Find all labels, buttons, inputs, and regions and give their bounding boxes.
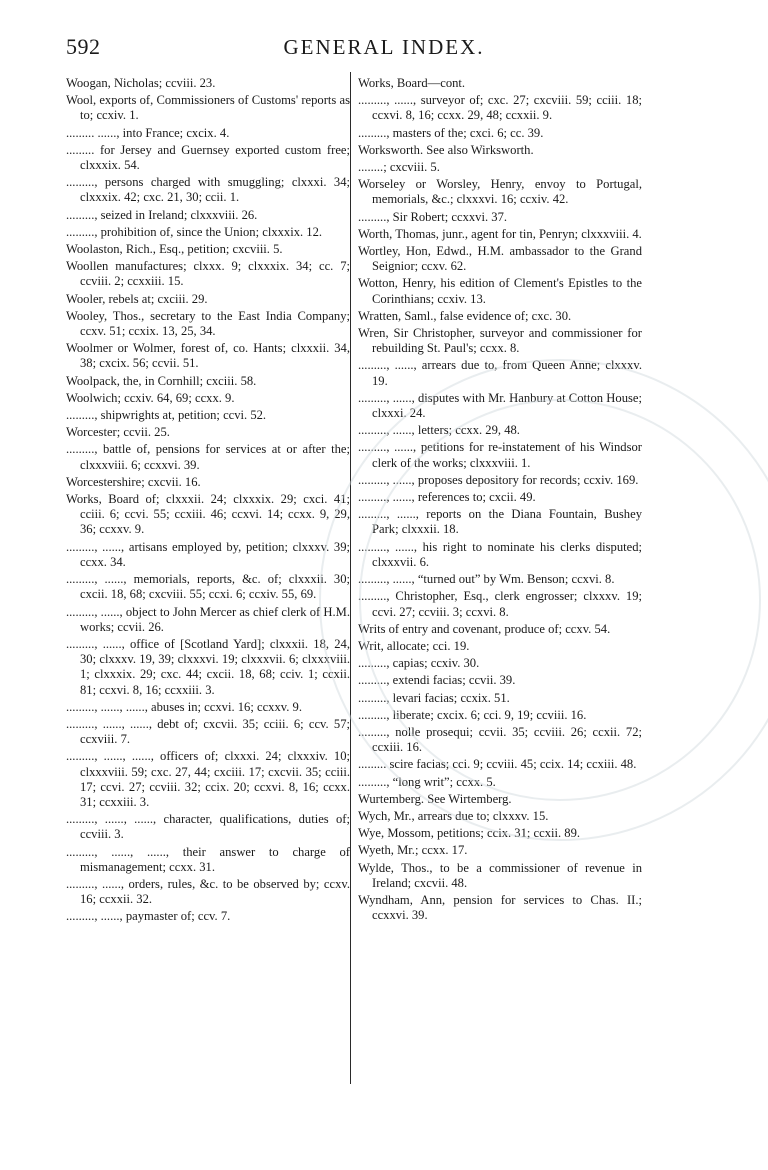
index-entry: Wren, Sir Christopher, surveyor and commissioner for rebuilding St. Paul's; ccxx. 8. xyxy=(358,326,642,356)
index-entry: Wortley, Hon, Edwd., H.M. ambassador to the Grand Seignior; ccxv. 62. xyxy=(358,244,642,274)
index-entry: ........., ......, proposes depository for records; ccxiv. 169. xyxy=(358,472,639,487)
index-entry: Wyndham, Ann, pension for services to Chas. II.; ccxxvi. 39. xyxy=(358,892,642,923)
index-entry: ........., ......, petitions for re-instatement of his Windsor clerk of the works; clxxxviii. 1. xyxy=(358,440,642,470)
index-entry: Wooler, rebels at; cxciii. 29. xyxy=(66,291,208,306)
index-entry: Worksworth. See also Wirksworth. xyxy=(358,142,534,157)
index-entry: ........., ......, reports on the Diana Fountain, Bushey Park; clxxxii. 18. xyxy=(358,507,642,537)
index-entry: Writ, allocate; cci. 19. xyxy=(358,638,470,653)
index-entry: ........., levari facias; ccxix. 51. xyxy=(358,690,510,705)
index-entry: ........., ......, ......, character, qualifications, duties of; ccviii. 3. xyxy=(66,812,350,842)
index-entry: ........., nolle prosequi; ccvii. 35; ccviii. 26; ccxii. 72; ccxiii. 16. xyxy=(358,724,642,755)
index-entry: Woollen manufactures; clxxx. 9; clxxxix. 34; cc. 7; ccviii. 2; ccxxiii. 15. xyxy=(66,259,350,289)
index-entry: Wurtemberg. See Wirtemberg. xyxy=(358,791,512,806)
index-entry: ........., ......, “turned out” by Wm. Benson; ccxvi. 8. xyxy=(358,572,615,587)
index-entry: Wratten, Saml., false evidence of; cxc. 30. xyxy=(358,308,572,323)
index-entry: ........., ......, ......, officers of; clxxxi. 24; clxxxiv. 10; clxxxviii. 59; cxc. 27, 44; cxciii. 17; cxcvii. 35; cciii. 17; ccvi. 27; ccviii. 32; ccix. 20; ccxvi. 8, 16; ccxx. 31; ccxxiii. 3. xyxy=(66,749,350,809)
index-entry: ........., ......, ......, debt of; cxcvii. 35; cciii. 6; ccv. 57; ccxviii. 7. xyxy=(66,716,350,747)
index-entry: ........., liberate; cxcix. 6; cci. 9, 19; ccviii. 16. xyxy=(358,707,587,722)
index-entry: Woolpack, the, in Cornhill; cxciii. 58. xyxy=(66,373,257,388)
index-entry: Worseley or Worsley, Henry, envoy to Portugal, memorials, &c.; clxxxvi. 16; ccxiv. 42. xyxy=(358,177,642,207)
page-number: 592 xyxy=(66,34,101,59)
index-entry: ........., ......, office of [Scotland Yard]; clxxxii. 18, 24, 30; clxxxv. 19, 39; clxxxvi. 19; clxxxvii. 6; clxxxviii. 1; clxxxix. 29; cxc. 44; cxcii. 18, 68; cciv. 1; ccxii. 81; ccxvi. 8, 16; ccxxiii. 3. xyxy=(66,636,350,697)
index-entry: Woolmer or Wolmer, forest of, co. Hants; clxxxii. 34, 38; cxcix. 56; ccvii. 51. xyxy=(66,341,350,371)
index-entry: ........., ......, surveyor of; cxc. 27; cxcviii. 59; cciii. 18; ccxvi. 8, 16; ccxx. 29, 48; ccxxii. 9. xyxy=(358,93,642,123)
index-entry: Wooley, Thos., secretary to the East India Company; ccxv. 51; ccxix. 13, 25, 34. xyxy=(66,308,350,339)
index-entry: Woolwich; ccxiv. 64, 69; ccxx. 9. xyxy=(66,390,235,405)
index-entry: ........., “long writ”; ccxx. 5. xyxy=(358,774,496,789)
index-entry: ........; cxcviii. 5. xyxy=(358,160,440,175)
index-entry: ......... scire facias; cci. 9; ccviii. 45; ccix. 14; ccxiii. 48. xyxy=(358,757,637,772)
index-entry: ........., Christopher, Esq., clerk engrosser; clxxxv. 19; ccvi. 27; ccviii. 3; ccxvi. 8. xyxy=(358,589,642,619)
index-entry: Works, Board of; clxxxii. 24; clxxxix. 29; cxci. 41; cciii. 6; ccvi. 55; ccxiii. 46; ccxvi. 14; ccxx. 9, 29, 36; ccxxv. 9. xyxy=(66,492,350,537)
index-entry: ........., ......, his right to nominate his clerks disputed; clxxxvii. 6. xyxy=(358,539,642,569)
index-entry: Wyeth, Mr.; ccxx. 17. xyxy=(358,843,468,858)
index-entry: Wye, Mossom, petitions; ccix. 31; ccxii. 89. xyxy=(358,826,581,841)
index-entry: ......... for Jersey and Guernsey exported custom free; clxxxix. 54. xyxy=(66,142,350,173)
index-column-right xyxy=(358,76,642,925)
index-entry: ........., ......, ......, abuses in; ccxvi. 16; ccxxv. 9. xyxy=(66,699,302,714)
index-entry: ........., ......, ......, their answer to charge of mismanagement; ccxx. 31. xyxy=(66,844,350,874)
index-entry: ........., ......, artisans employed by, petition; clxxxv. 39; ccxx. 34. xyxy=(66,539,350,569)
column-divider xyxy=(350,72,351,1084)
index-entry: Wool, exports of, Commissioners of Customs' reports as to; ccxiv. 1. xyxy=(66,93,350,123)
index-entry: ........., seized in Ireland; clxxxviii. 26. xyxy=(66,207,258,222)
index-entry: Wych, Mr., arrears due to; clxxxv. 15. xyxy=(358,808,549,823)
index-entry: Works, Board—cont. xyxy=(358,76,466,90)
page-header xyxy=(66,34,702,64)
index-entry: ........., ......, letters; ccxx. 29, 48. xyxy=(358,423,520,438)
index-entry: ........., ......, memorials, reports, &c. of; clxxxii. 30; cxcii. 18, 68; cxcviii. 55; ccxi. 6; ccxiv. 55, 69. xyxy=(66,572,350,602)
index-entry: ........., ......, arrears due to, from Queen Anne; clxxxv. 19. xyxy=(358,358,642,388)
index-entry: Writs of entry and covenant, produce of; ccxv. 54. xyxy=(358,621,611,636)
running-title: GENERAL INDEX. xyxy=(283,35,485,59)
index-entry: ........., prohibition of, since the Union; clxxxix. 12. xyxy=(66,224,323,239)
index-entry: ........., extendi facias; ccvii. 39. xyxy=(358,673,516,688)
index-entry: ......... ......, into France; cxcix. 4. xyxy=(66,125,230,140)
index-entry: Worcester; ccvii. 25. xyxy=(66,425,170,440)
index-entry: Worcestershire; cxcvii. 16. xyxy=(66,474,201,489)
index-entry: ........., Sir Robert; ccxxvi. 37. xyxy=(358,209,508,224)
index-entry: ........., ......, orders, rules, &c. to be observed by; ccxv. 16; ccxxii. 32. xyxy=(66,876,350,907)
index-column-left xyxy=(66,76,350,927)
index-entry: ........., masters of the; cxci. 6; cc. 39. xyxy=(358,125,544,140)
index-entry: ........., ......, object to John Mercer as chief clerk of H.M. works; ccvii. 26. xyxy=(66,604,350,634)
index-entry: Wotton, Henry, his edition of Clement's Epistles to the Corinthians; ccxiv. 13. xyxy=(358,276,642,306)
index-entry: ........., persons charged with smuggling; clxxxi. 34; clxxxix. 42; cxc. 21, 30; ccii. 1. xyxy=(66,175,350,205)
index-entry: Wylde, Thos., to be a commissioner of revenue in Ireland; cxcvii. 48. xyxy=(358,860,642,890)
index-entry: Woolaston, Rich., Esq., petition; cxcviii. 5. xyxy=(66,242,283,257)
index-entry: ........., capias; ccxiv. 30. xyxy=(358,656,480,671)
index-entry: Woogan, Nicholas; ccviii. 23. xyxy=(66,76,216,90)
index-entry: ........., ......, references to; cxcii. 49. xyxy=(358,490,536,505)
index-entry: ........., ......, paymaster of; ccv. 7. xyxy=(66,909,231,924)
index-entry: Worth, Thomas, junr., agent for tin, Penryn; clxxxviii. 4. xyxy=(358,226,642,241)
index-entry: ........., ......, disputes with Mr. Hanbury at Cotton House; clxxxi. 24. xyxy=(358,390,642,421)
index-entry: ........., shipwrights at, petition; ccvi. 52. xyxy=(66,408,267,423)
index-entry: ........., battle of, pensions for services at or after the; clxxxviii. 6; ccxxvi. 39. xyxy=(66,442,350,472)
